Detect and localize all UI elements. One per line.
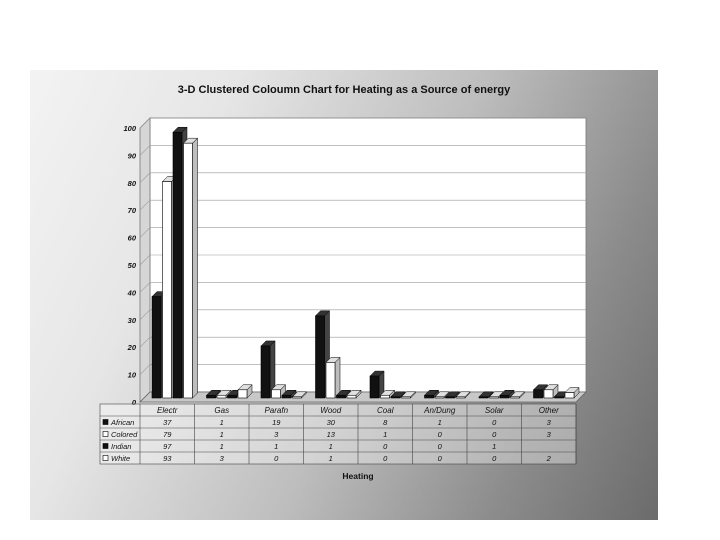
bar	[490, 397, 499, 398]
data-label: 3	[546, 430, 551, 439]
bar-side	[335, 357, 340, 398]
y-tick-label: 50	[127, 261, 136, 270]
bar	[272, 390, 281, 398]
legend-swatch	[103, 444, 108, 449]
bar	[207, 395, 216, 398]
legend-label: Colored	[111, 430, 138, 439]
data-label: 0	[437, 430, 442, 439]
data-label: 19	[272, 418, 281, 427]
y-tick-label: 0	[131, 398, 136, 407]
y-tick-label: 20	[127, 343, 136, 353]
y-tick-label: 70	[127, 206, 136, 216]
bar	[228, 395, 237, 398]
chart-svg	[30, 70, 658, 520]
bar	[479, 397, 488, 398]
bar	[500, 395, 509, 398]
y-tick-label: 40	[127, 288, 136, 298]
data-label: 0	[492, 430, 497, 439]
bar	[565, 393, 574, 398]
bar	[381, 395, 390, 398]
data-label: 1	[328, 442, 333, 451]
data-label: 1	[492, 442, 497, 451]
data-label: 0	[492, 418, 497, 427]
data-label: 93	[163, 454, 172, 463]
bar	[435, 397, 444, 398]
bar	[184, 143, 193, 398]
x-tick-label: Wood	[320, 406, 342, 415]
bar	[316, 316, 325, 398]
data-label: 1	[437, 418, 442, 427]
data-label: 0	[437, 454, 442, 463]
bar	[261, 346, 270, 398]
y-tick-label: 60	[127, 233, 136, 243]
bar	[391, 397, 400, 398]
bar	[217, 395, 226, 398]
chart-slide	[30, 70, 658, 520]
x-tick-label: Electr	[157, 406, 178, 415]
data-label: 13	[326, 430, 335, 439]
data-label: 0	[274, 454, 279, 463]
bar	[238, 390, 247, 398]
bar	[544, 390, 553, 398]
data-label: 79	[163, 430, 172, 439]
bar	[534, 390, 543, 398]
data-label: 3	[274, 430, 279, 439]
legend-label: White	[111, 454, 131, 463]
legend-label: Indian	[111, 442, 132, 451]
x-tick-label: Parafn	[264, 406, 289, 415]
y-tick-label: 100	[123, 124, 136, 133]
data-label: 0	[437, 442, 442, 451]
data-label: 37	[163, 418, 172, 427]
x-tick-label: Solar	[484, 406, 504, 415]
bar	[152, 297, 161, 398]
bar	[347, 395, 356, 398]
data-label: 1	[219, 418, 224, 427]
y-tick-label: 80	[127, 178, 136, 188]
bar	[370, 376, 379, 398]
legend-label: African	[111, 418, 135, 427]
data-label: 3	[219, 454, 224, 463]
data-label: 2	[546, 454, 551, 463]
data-label: 30	[326, 418, 335, 427]
bar	[446, 397, 455, 398]
bar	[425, 395, 434, 398]
data-label: 1	[274, 442, 279, 451]
bar	[173, 132, 182, 398]
bar	[282, 395, 291, 398]
data-label: 0	[383, 454, 388, 463]
bar	[337, 395, 346, 398]
bar	[326, 362, 335, 398]
x-tick-label: Coal	[377, 406, 394, 415]
x-tick-label: An/Dung	[424, 406, 456, 415]
data-label: 1	[219, 430, 224, 439]
data-label: 1	[328, 454, 333, 463]
bar-side	[193, 138, 198, 398]
data-label: 1	[219, 442, 224, 451]
data-label: 0	[383, 442, 388, 451]
bar	[293, 397, 302, 398]
bar	[456, 397, 465, 398]
x-axis-title: Heating	[342, 471, 374, 481]
legend-swatch	[103, 420, 108, 425]
bar	[555, 397, 564, 398]
data-label: 0	[492, 454, 497, 463]
y-tick-label: 10	[127, 370, 136, 380]
data-label: 97	[163, 442, 172, 451]
legend-swatch	[103, 456, 108, 461]
legend-swatch	[103, 432, 108, 437]
y-tick-label: 90	[127, 151, 136, 161]
data-label: 3	[546, 418, 551, 427]
x-tick-label: Gas	[214, 406, 230, 415]
x-tick-label: Other	[538, 406, 559, 415]
data-label: 1	[383, 430, 388, 439]
bar	[511, 397, 520, 398]
data-label: 8	[383, 418, 388, 427]
bar	[163, 182, 172, 398]
bar	[402, 397, 411, 398]
chart-title: 3-D Clustered Coloumn Chart for Heating as a Source of energy	[177, 84, 511, 96]
y-tick-label: 30	[127, 315, 136, 325]
